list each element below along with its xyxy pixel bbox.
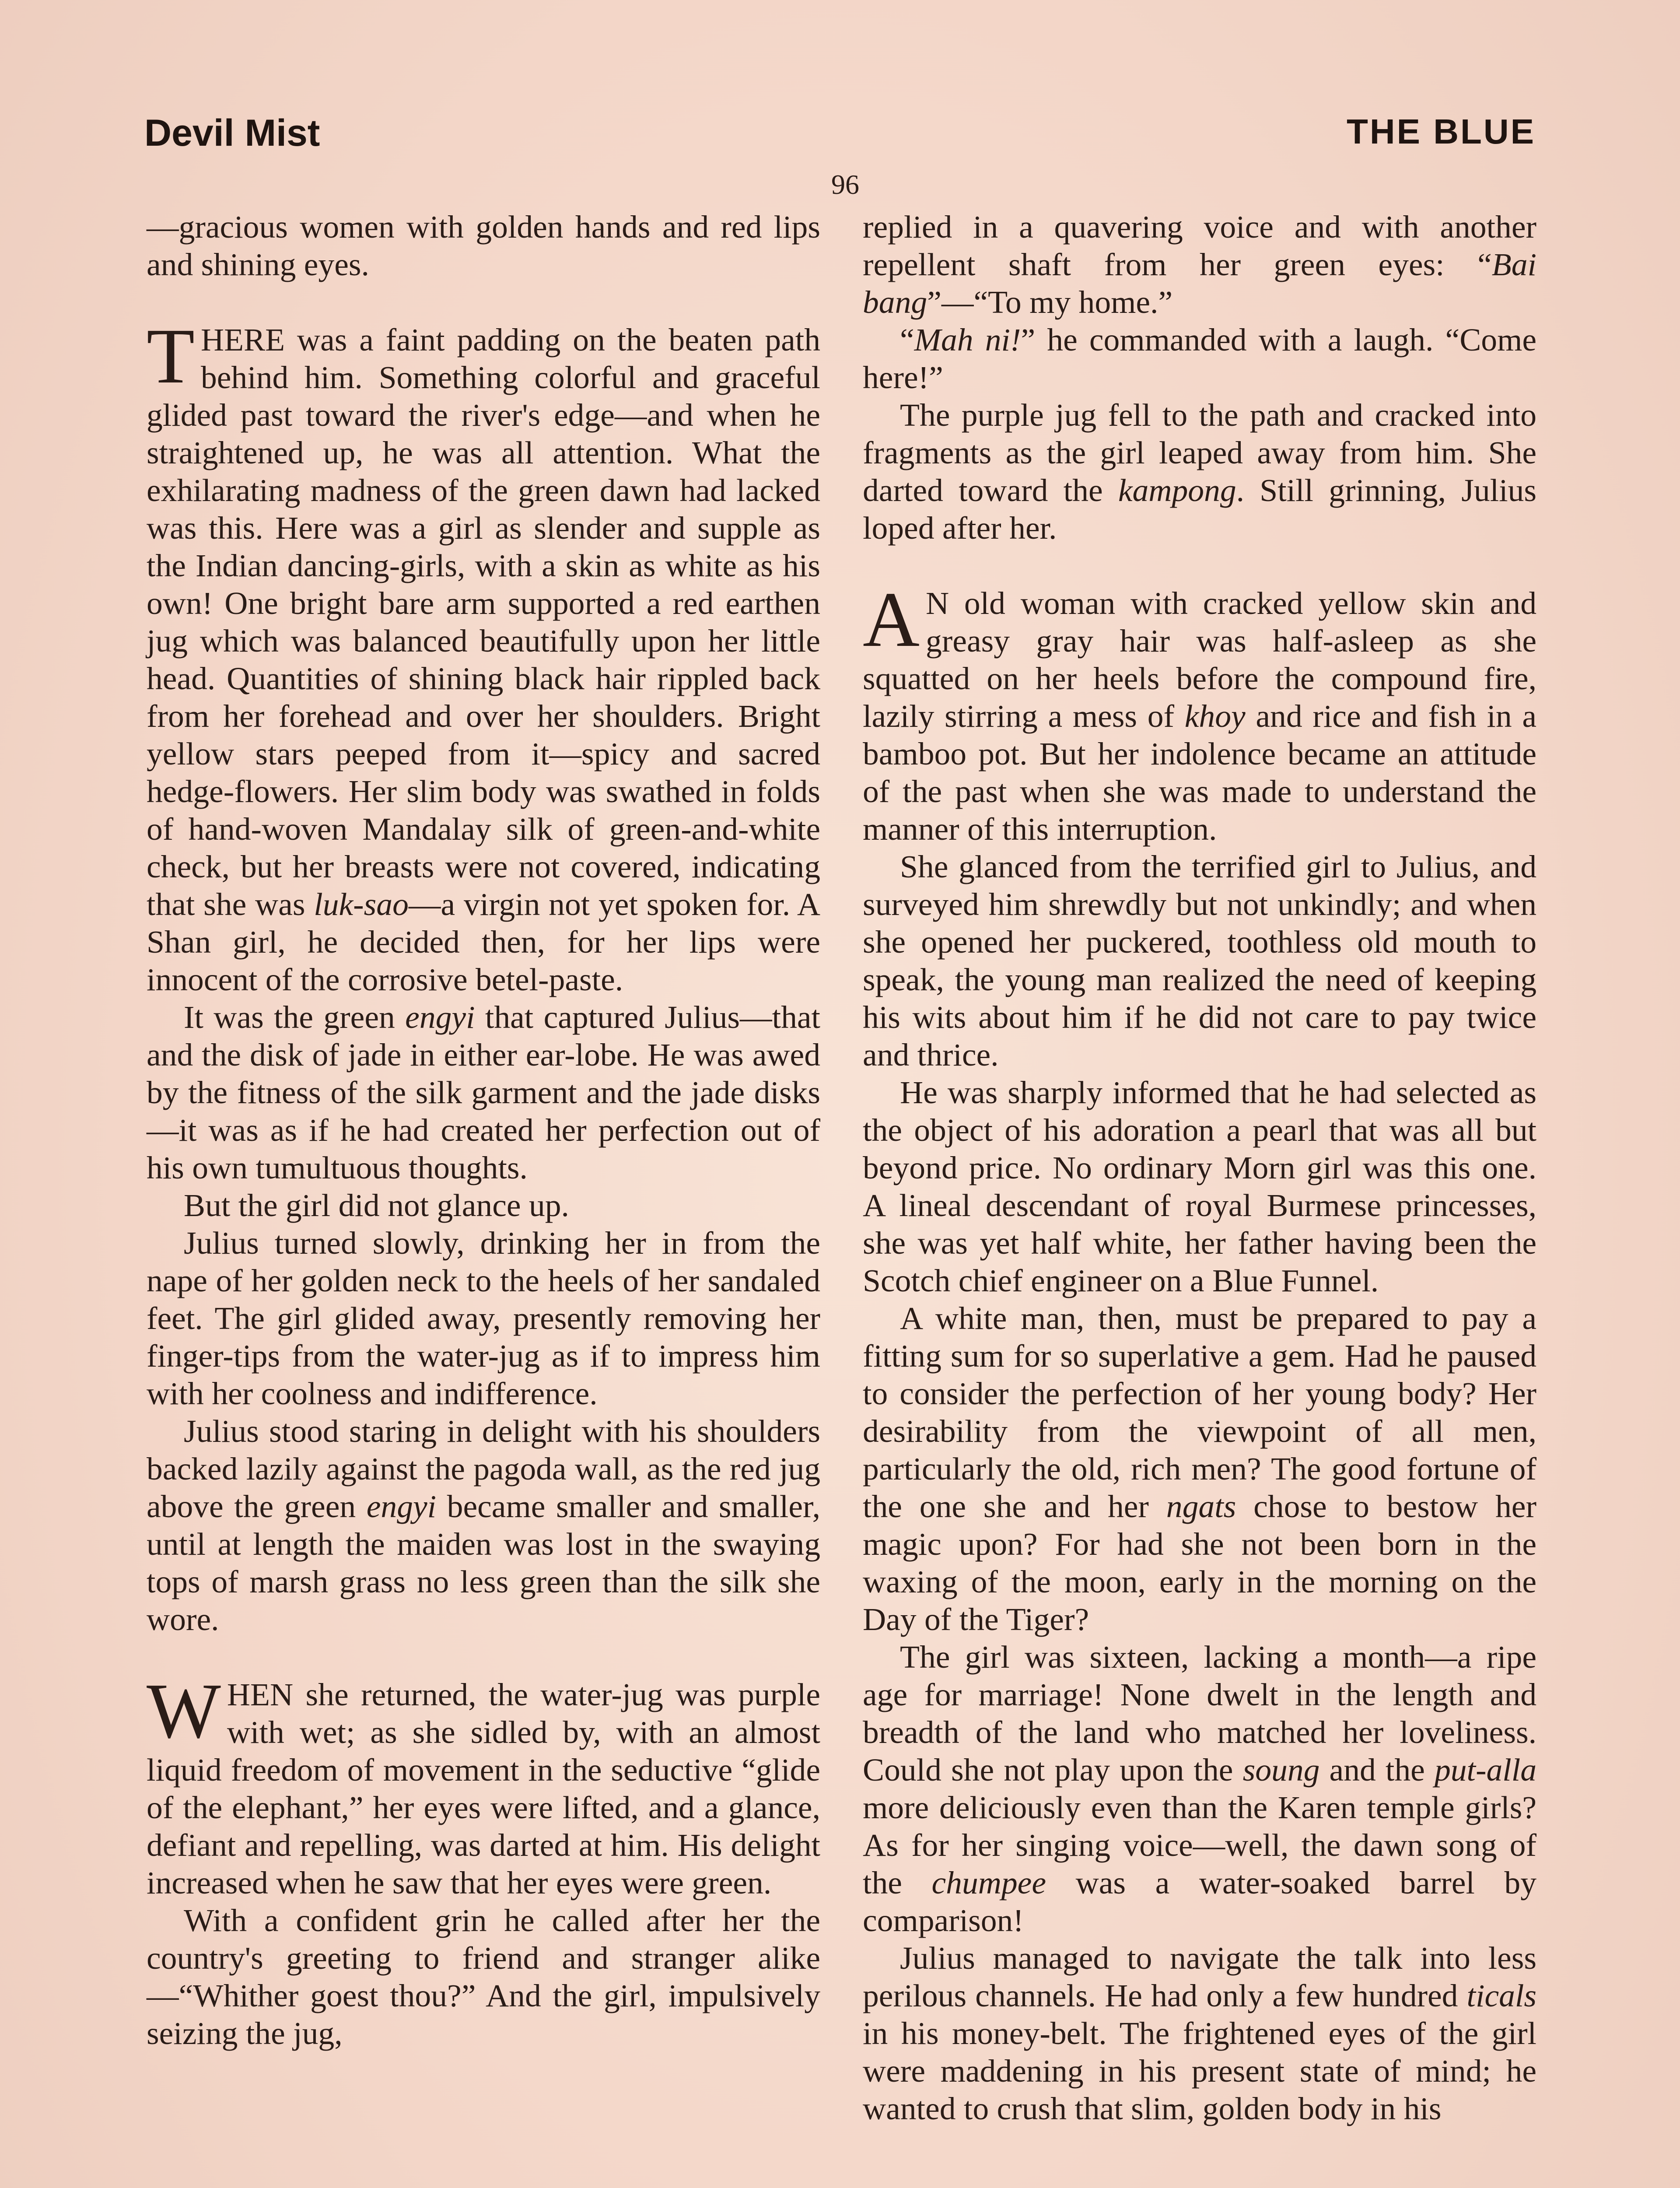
paragraph-text: that captured Julius—that and the disk of jade in either ear-lobe. He was awed by the fitness of the silk garment and the jade disks—it was as if he had created her perfection out of his own tumultuous thoughts. [147, 999, 820, 1185]
paragraph-text: N old woman with cracked yellow skin and greasy gray hair was half-asleep as she squatted on her heels before the compound fire, lazily stirring a mess of [863, 585, 1536, 734]
italic-word: Bai bang [863, 246, 1536, 320]
paragraph-text: The girl was sixteen, lacking a month—a ripe age for marriage! None dwelt in the length and breadth of the land who matched her loveliness. Could she not play upon the [863, 1639, 1536, 1788]
paragraph [863, 1299, 1536, 1638]
paragraph [863, 321, 1536, 396]
paragraph [863, 1638, 1536, 1939]
italic-word: engyi [405, 999, 475, 1035]
right-column [863, 208, 1536, 2127]
paragraph-text: “ [900, 322, 914, 358]
page-number: 96 [831, 169, 859, 200]
paragraph-text: was a water-soaked barrel by comparison! [863, 1865, 1536, 1938]
paragraph-text: and rice and fish in a bamboo pot. But her indolence became an attitude of the past when she was made to understand the manner of this interruption. [863, 698, 1536, 847]
paragraph-text: . Still grinning, Julius loped after her. [863, 472, 1536, 546]
drop-cap: T [147, 312, 195, 400]
italic-word: Mah ni! [914, 322, 1021, 358]
paragraph-text: chose to bestow her magic upon? For had she not been born in the waxing of the moon, early in the morning on the Day of the Tiger? [863, 1488, 1536, 1637]
italic-word: soung [1242, 1752, 1320, 1788]
paragraph [147, 1412, 820, 1638]
paragraph [863, 396, 1536, 547]
paragraph [863, 576, 1536, 848]
paragraph-text: A white man, then, must be prepared to pay a fitting sum for so superlative a gem. Had he paused to consider the perfection of her young body? Her desirability from the viewpoint of all men, particularly the old, rich men? The good fortune of the one she and her [863, 1300, 1536, 1524]
paragraph-text: The purple jug fell to the path and cracked into fragments as the girl leaped away from him. She darted toward the [863, 397, 1536, 508]
paragraph-text: Julius managed to navigate the talk into less perilous channels. He had only a few hundred [863, 1940, 1536, 2013]
paragraph: —gracious women with golden hands and red lips and shining eyes. [147, 209, 820, 282]
paragraph [147, 1667, 820, 1901]
paragraph: She glanced from the terrified girl to Julius, and surveyed him shrewdly but not unkindly; and when she opened her puckered, toothless old mouth to speak, the young man realized the need of keeping his wits about him if he did not care to pay twice and thrice. [863, 849, 1536, 1073]
paragraph: But the girl did not glance up. [184, 1187, 569, 1223]
page-header [144, 112, 1536, 164]
magazine-title: THE BLUE [1347, 112, 1536, 151]
paragraph-text: Julius stood staring in delight with his shoulders backed lazily against the pagoda wall, as the red jug above the green [147, 1413, 820, 1524]
paragraph-text: HERE was a faint padding on the beaten path behind him. Something colorful and graceful glided past toward the river's edge—and when he straightened up, he was all attention. What the exhilarating madness of the green dawn had lacked was this. Here was a girl as slender and supple as the Indian dancing-girls, with a skin as white as his own! One bright bare arm supported a red earthen jug which was balanced beautifully upon her little head. Quantities of shining black hair rippled back from her forehead and over her shoulders. Bright yellow stars peeped from it—spicy and sacred hedge-flowers. Her slim body was swathed in folds of hand-woven Mandalay silk of green-and-white check, but her breasts were not covered, indicating that she was [147, 322, 820, 922]
italic-word: engyi [366, 1488, 437, 1524]
italic-word: khoy [1184, 698, 1246, 734]
paragraph [863, 1939, 1536, 2127]
paragraph-text: It was the green [184, 999, 406, 1035]
italic-word: chumpee [931, 1865, 1046, 1900]
paragraph: He was sharply informed that he had selected as the object of his adoration a pearl that was all but beyond price. No ordinary Morn girl was this one. A lineal descendant of royal Burmese princesses, she was yet half white, her father having been the Scotch chief engineer on a Blue Funnel. [863, 1074, 1536, 1298]
paragraph-text: ”—“To my home.” [927, 284, 1173, 320]
italic-word: ngats [1166, 1488, 1236, 1524]
paragraph [147, 998, 820, 1186]
paragraph [863, 208, 1536, 321]
left-column [147, 208, 820, 2052]
paragraph-text: HEN she returned, the water-jug was purple with wet; as she sidled by, with an almost liquid freedom of movement in the seductive “glide of the elephant,” her eyes were lifted, and a glance, defiant and repelling, was darted at him. His delight increased when he saw that her eyes were green. [147, 1676, 820, 1900]
italic-word: kampong [1118, 472, 1236, 508]
paragraph [147, 312, 820, 998]
paragraph-text: ” he commanded with a laugh. “Come here!” [863, 322, 1536, 395]
italic-word: luk-sao [314, 886, 409, 922]
paragraph-text: —a virgin not yet spoken for. A Shan girl, he decided then, for her lips were innocent of the corrosive betel-paste. [147, 886, 820, 997]
paragraph: With a confident grin he called after her the country's greeting to friend and stranger alike—“Whither goest thou?” And the girl, impulsively seizing the jug, [147, 1902, 820, 2051]
paragraph-text: in his money-belt. The frightened eyes of the girl were maddening in his present state of mind; he wanted to crush that slim, golden body in his [863, 2015, 1536, 2126]
paragraph-text: more deliciously even than the Karen temple girls? As for her singing voice—well, the dawn song of the [863, 1789, 1536, 1900]
story-title: Devil Mist [144, 112, 320, 154]
paragraph: Julius turned slowly, drinking her in from the nape of her golden neck to the heels of her sandaled feet. The girl glided away, presently removing her finger-tips from the water-jug as if to impress him with her coolness and indifference. [147, 1225, 820, 1411]
drop-cap: W [147, 1667, 221, 1754]
italic-word: put-alla [1434, 1752, 1536, 1788]
paragraph-text: replied in a quavering voice and with another repellent shaft from her green eyes: “ [863, 209, 1536, 282]
drop-cap: A [863, 576, 920, 663]
paragraph-text: and the [1320, 1752, 1435, 1788]
paragraph-text: became smaller and smaller, until at length the maiden was lost in the swaying tops of marsh grass no less green than the silk she wore. [147, 1488, 820, 1637]
italic-word: ticals [1466, 1978, 1536, 2013]
